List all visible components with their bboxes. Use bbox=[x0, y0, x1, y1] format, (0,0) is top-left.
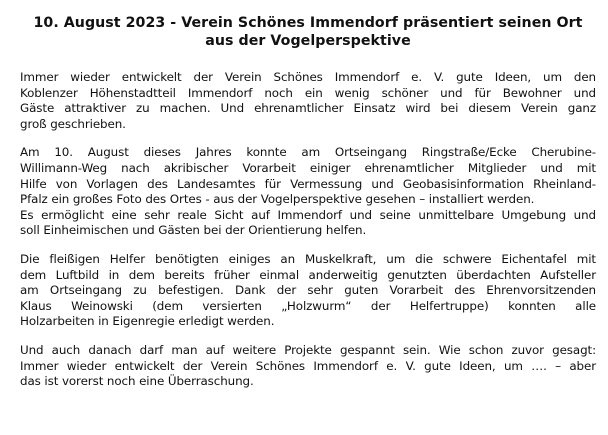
paragraph-line: Koblenzer Höhenstadtteil Immendorf noch ein wenig schöner und für Bewohner und bbox=[20, 85, 596, 100]
paragraph-line: Gäste attraktiver zu machen. Und ehrenamtlicher Einsatz wird bei diesem Verein ganz bbox=[20, 101, 596, 116]
paragraph-line: Holzarbeiten in Eigenregie erledigt werden. bbox=[20, 314, 275, 329]
paragraph-line: Die fleißigen Helfer benötigten einiges an Muskelkraft, um die schwere Eichentafel mit bbox=[20, 251, 596, 266]
paragraph-line: Am 10. August dieses Jahres konnte am Ortseingang Ringstraße/Ecke Cherubine- bbox=[20, 145, 596, 160]
paragraph-line: Willimann-Weg nach akribischer Vorarbeit einiger ehrenamtlicher Mitglieder und mit bbox=[20, 160, 596, 175]
paragraph-line: Hilfe von Vorlagen des Landesamtes für Vermessung und Geobasisinformation Rheinland- bbox=[20, 176, 596, 191]
paragraph-4 bbox=[20, 343, 596, 390]
paragraph-line: Immer wieder entwickelt der Verein Schönes Immendorf e. V. gute Ideen, um …. – aber bbox=[20, 358, 596, 373]
paragraph-line: dem Luftbild in dem bereits früher einmal anderweitig genutzten überdachten Aufsteller bbox=[20, 267, 596, 282]
paragraph-line: groß geschrieben. bbox=[20, 116, 126, 131]
paragraph-2 bbox=[20, 145, 596, 239]
paragraph-1 bbox=[20, 70, 596, 132]
paragraph-line: Pfalz ein großes Foto des Ortes - aus der Vogelperspektive gesehen – installiert werden. bbox=[20, 192, 535, 207]
paragraph-3 bbox=[20, 252, 596, 330]
paragraph-line: Es ermöglicht eine sehr reale Sicht auf Immendorf und seine unmittelbare Umgebung und bbox=[20, 207, 596, 222]
paragraph-line: Immer wieder entwickelt der Verein Schönes Immendorf e. V. gute Ideen, um den bbox=[20, 70, 596, 84]
paragraph-line: am Ortseingang zu befestigen. Dank der sehr guten Vorarbeit des Ehrenvorsitzenden bbox=[20, 283, 596, 298]
paragraph-line: Klaus Weinowski (dem versierten „Holzwurm“ der Helfertruppe) konnten alle bbox=[20, 298, 596, 313]
paragraph-line: das ist vorerst noch eine Überraschung. bbox=[20, 374, 254, 389]
article-title: 10. August 2023 - Verein Schönes Immendorf präsentiert seinen Ort aus der Vogelperspektive bbox=[33, 15, 583, 49]
paragraph-line: soll Einheimischen und Gästen bei der Orientierung helfen. bbox=[20, 223, 367, 238]
paragraph-line: Und auch danach darf man auf weitere Projekte gespannt sein. Wie schon zuvor gesagt: bbox=[20, 342, 596, 357]
